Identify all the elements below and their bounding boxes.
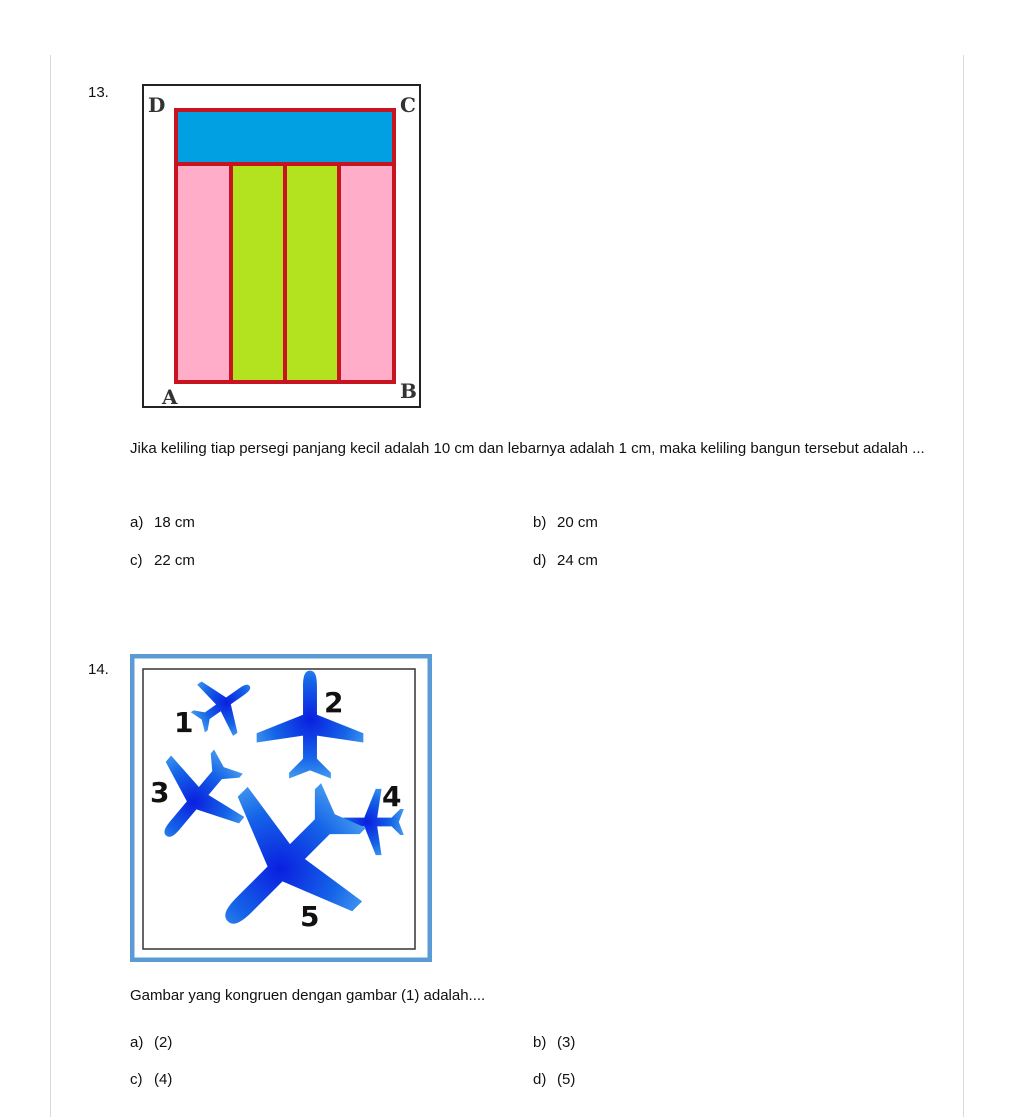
question-13-figure	[140, 82, 424, 412]
plane-label-5: 5	[300, 900, 320, 933]
question-13-option-d[interactable]	[533, 552, 598, 569]
label-b: B	[400, 379, 417, 403]
label-d: D	[148, 93, 166, 117]
plane-label-2: 2	[324, 686, 344, 719]
plane-label-1: 1	[174, 706, 194, 739]
option-letter: b)	[533, 514, 547, 531]
option-letter: d)	[533, 552, 547, 569]
question-14-figure	[130, 654, 432, 962]
question-14-number: 14.	[88, 661, 109, 678]
option-text: 18 cm	[154, 514, 195, 531]
green-strip-left	[231, 164, 285, 382]
label-a: A	[162, 385, 178, 409]
pink-strip-right	[339, 164, 394, 382]
question-14-text: Gambar yang kongruen dengan gambar (1) adalah....	[130, 987, 486, 1004]
option-text: 24 cm	[557, 552, 598, 569]
option-text: 20 cm	[557, 514, 598, 531]
option-text: (3)	[557, 1034, 576, 1051]
option-text: 22 cm	[154, 552, 195, 569]
option-text: (4)	[154, 1071, 173, 1088]
option-letter: b)	[533, 1034, 547, 1051]
option-letter: a)	[130, 514, 144, 531]
plane-label-4: 4	[382, 780, 402, 813]
question-14-option-a[interactable]	[130, 1034, 172, 1051]
question-14-option-c[interactable]	[130, 1071, 172, 1088]
option-text: (2)	[154, 1034, 173, 1051]
plane-label-3: 3	[150, 776, 170, 809]
option-text: (5)	[557, 1071, 576, 1088]
question-14-option-d[interactable]	[533, 1071, 575, 1088]
question-13-option-a[interactable]	[130, 514, 195, 531]
option-letter: c)	[130, 552, 143, 569]
green-strip-right	[285, 164, 339, 382]
question-13-number: 13.	[88, 84, 109, 101]
option-letter: c)	[130, 1071, 143, 1088]
option-letter: d)	[533, 1071, 547, 1088]
question-13-option-b[interactable]	[533, 514, 598, 531]
pink-strip-left	[176, 164, 231, 382]
question-13-text: Jika keliling tiap persegi panjang kecil adalah 10 cm dan lebarnya adalah 1 cm, maka keliling bangun tersebut adalah ...	[130, 440, 925, 457]
question-13-option-c[interactable]	[130, 552, 195, 569]
top-bar-rectangle	[176, 110, 394, 164]
label-c: C	[400, 93, 416, 117]
option-letter: a)	[130, 1034, 144, 1051]
question-14-option-b[interactable]	[533, 1034, 575, 1051]
